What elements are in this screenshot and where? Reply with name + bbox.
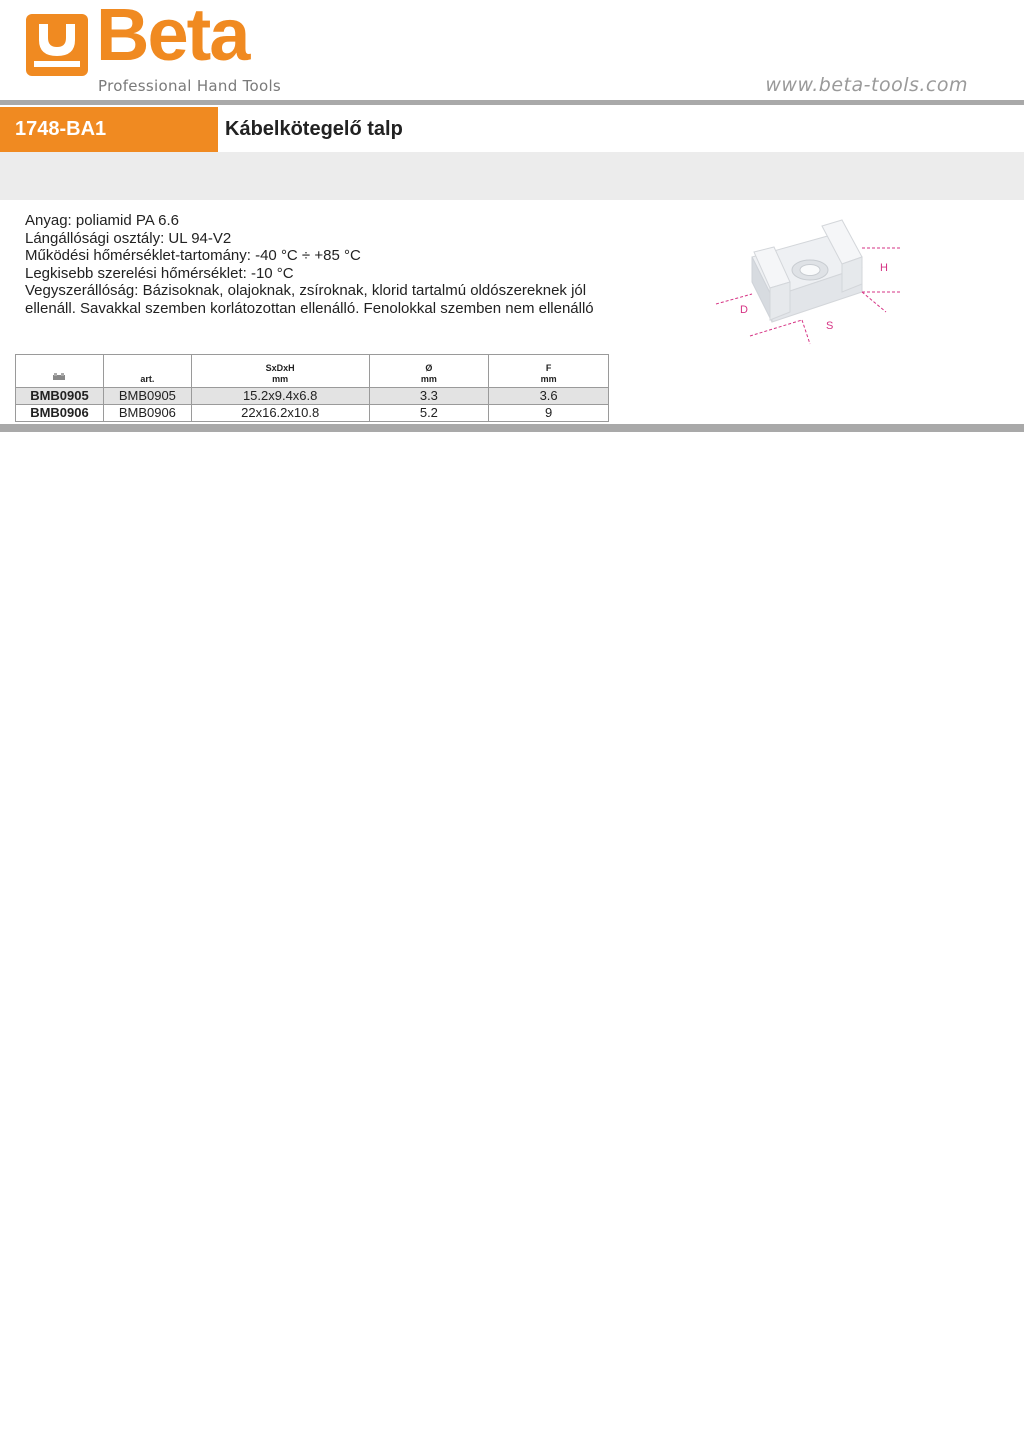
product-code: 1748-BA1 bbox=[0, 107, 218, 152]
cell-f: 3.6 bbox=[489, 388, 609, 405]
page-header bbox=[0, 0, 1024, 106]
cell-code: BMB0906 bbox=[16, 405, 104, 422]
table-row bbox=[16, 405, 609, 422]
table-header-row bbox=[16, 355, 609, 388]
header-art: art. bbox=[103, 355, 191, 388]
website-link[interactable]: www.beta-tools.com bbox=[765, 74, 968, 96]
title-band bbox=[0, 152, 1024, 200]
wrench-logo-icon bbox=[26, 14, 88, 76]
cell-size: 15.2x9.4x6.8 bbox=[191, 388, 369, 405]
brand-logo: Beta bbox=[96, 0, 249, 76]
dimension-label-d: D bbox=[740, 304, 748, 316]
spec-temp-range: Működési hőmérséklet-tartomány: -40 °C ÷ +85 °C bbox=[25, 247, 361, 265]
table-row bbox=[16, 388, 609, 405]
header-image-col bbox=[16, 355, 104, 388]
header-divider bbox=[0, 100, 1024, 105]
dimension-label-s: S bbox=[826, 320, 834, 332]
spec-list bbox=[25, 212, 605, 318]
spec-chemical: Vegyszerállóság: Bázisoknak, olajoknak, zsíroknak, klorid tartalmú oldószereknek jól ellenáll. Savakkal szemben korlátozottan ellenálló. Fenolokkal szemben nem ellenálló bbox=[25, 282, 594, 317]
cell-size: 22x16.2x10.8 bbox=[191, 405, 369, 422]
footer-divider bbox=[0, 424, 1024, 432]
spec-table bbox=[15, 354, 609, 422]
header-diameter: Ø mm bbox=[369, 355, 489, 388]
cell-diameter: 5.2 bbox=[369, 405, 489, 422]
spec-flame-class: Lángállósági osztály: UL 94-V2 bbox=[25, 229, 232, 247]
header-size: SxDxH mm bbox=[191, 355, 369, 388]
cell-f: 9 bbox=[489, 405, 609, 422]
product-title: Kábelkötegelő talp bbox=[225, 118, 403, 140]
dimension-label-h: H bbox=[880, 262, 888, 274]
spec-min-temp: Legkisebb szerelési hőmérséklet: -10 °C bbox=[25, 264, 294, 282]
cell-diameter: 3.3 bbox=[369, 388, 489, 405]
brand-tagline: Professional Hand Tools bbox=[98, 77, 282, 95]
cell-art: BMB0906 bbox=[103, 405, 191, 422]
spec-material: Anyag: poliamid PA 6.6 bbox=[25, 212, 179, 229]
product-thumbnail-icon bbox=[51, 372, 67, 382]
cell-code: BMB0905 bbox=[16, 388, 104, 405]
product-image bbox=[712, 212, 912, 352]
header-f: F mm bbox=[489, 355, 609, 388]
cell-art: BMB0905 bbox=[103, 388, 191, 405]
